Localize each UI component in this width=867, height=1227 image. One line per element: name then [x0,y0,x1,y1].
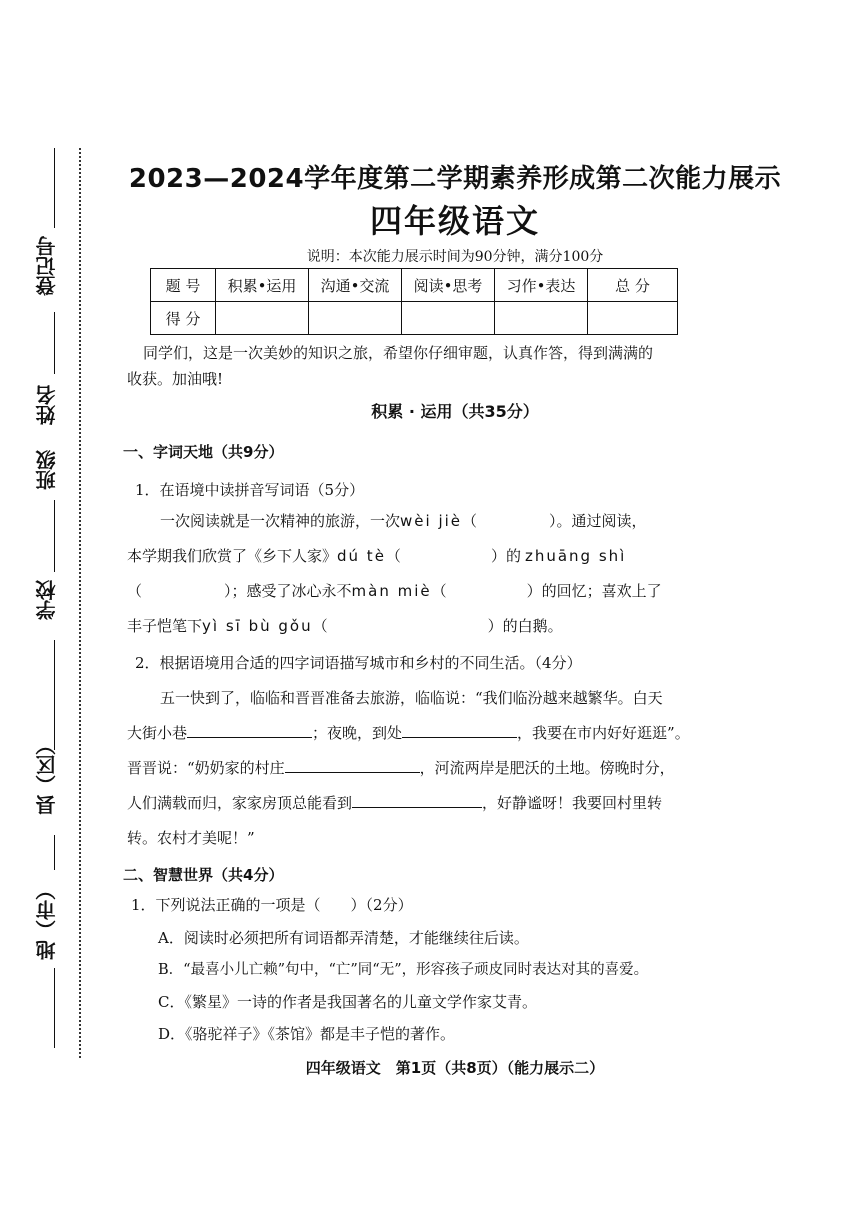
answer-blank[interactable] [352,791,482,808]
pinyin-prompt: zhuāng shì [524,547,627,565]
part1-q2-title: 2．根据语境用合适的四字词语描写城市和乡村的不同生活。（4分） [135,654,582,672]
part2-q1-title: 1．下列说法正确的一项是（ ）（2分） [131,896,413,914]
intro-line-2: 收获。加油哦! [127,370,224,388]
score-cell[interactable] [588,302,678,335]
q1-text: ）的回忆；喜欢上了 [526,582,662,600]
q1-line-3 [127,576,662,606]
q1-text: ）的 [490,547,521,565]
q1-text: （ [127,582,143,600]
answer-blank[interactable] [285,756,420,773]
exam-note: 说明：本次能力展示时间为90分钟，满分100分 [306,249,604,265]
q1-line-2 [127,541,626,571]
answer-blank[interactable] [187,721,312,738]
option-c[interactable]: C．《繁星》一诗的作者是我国著名的儿童文学作家艾青。 [158,993,537,1011]
q2-line-5: 转。农村才美呢！” [127,829,255,847]
q1-text: ）；感受了冰心永不 [224,582,352,600]
score-table-header: 沟通•交流 [309,269,402,302]
score-table-header: 总 分 [588,269,678,302]
q1-text: 本学期我们欣赏了《乡下人家》 [127,547,338,565]
city-label: 地（市） [35,880,59,960]
binding-line-4 [54,640,55,750]
q2-line-4 [127,788,662,818]
q1-text: （ [312,617,328,635]
class-label: 班级 [35,450,59,490]
pinyin-prompt: yì sī bù gǒu [202,617,313,635]
q2-text: ；夜晚，到处 [312,724,403,742]
binding-line-2 [54,312,55,374]
score-table-header: 积累•运用 [216,269,309,302]
binding-line-6 [54,968,55,1048]
intro-paragraph [127,340,707,392]
q2-text: ，我要在市内好好逛逛”。 [517,724,690,742]
pinyin-prompt: wèi jiè [400,512,463,530]
q2-line-2 [127,718,690,748]
pinyin-prompt: dú tè [337,547,386,565]
answer-blank[interactable] [402,721,517,738]
part2-heading: 二、智慧世界（共4分） [123,866,284,884]
q1-text: ）的白鹅。 [487,617,563,635]
binding-line-5 [54,835,55,870]
q2-text: ，河流两岸是肥沃的土地。傍晚时分， [419,759,675,777]
binding-line-1 [54,148,55,228]
q1-line-1 [160,506,647,536]
score-table-header: 习作•表达 [495,269,588,302]
registration-number-label: 登记号 [35,236,59,296]
score-table-header: 阅读•思考 [402,269,495,302]
page-footer: 四年级语文 第1页（共8页）（能力展示二） [305,1059,605,1077]
section-heading-accumulation: 积累 · 运用（共35分） [371,402,539,421]
q2-line-1: 五一快到了，临临和晋晋准备去旅游，临临说：“我们临汾越来越繁华。白天 [160,689,663,707]
option-d[interactable]: D．《骆驼祥子》《茶馆》都是丰子恺的著作。 [158,1025,456,1043]
q2-text: 人们满载而归，家家房顶总能看到 [127,794,353,812]
score-cell[interactable] [309,302,402,335]
q1-text: （ [462,512,478,530]
q1-text: 丰子恺笔下 [127,617,203,635]
intro-line-1: 同学们，这是一次美妙的知识之旅，希望你仔细审题，认真作答，得到满满的 [143,344,654,362]
option-b[interactable]: B．“最喜小儿亡赖”句中，“亡”同“无”，形容孩子顽皮同时表达对其的喜爱。 [158,962,649,978]
part1-heading: 一、字词天地（共9分） [123,443,284,461]
q1-text: 一次阅读就是一次精神的旅游，一次 [160,512,401,530]
binding-line-3 [54,500,55,572]
school-label: 学校 [35,580,59,620]
score-table-score-row [151,302,678,335]
score-cell[interactable] [216,302,309,335]
name-label: 姓名 [35,385,59,425]
score-row-label: 得 分 [151,302,216,335]
score-cell[interactable] [402,302,495,335]
score-cell[interactable] [495,302,588,335]
subject-title: 四年级语文 [369,202,540,240]
q2-text: ，好静谧呀！我要回村里转 [482,794,663,812]
option-a[interactable]: A．阅读时必须把所有词语都弄清楚，才能继续往后读。 [158,929,529,947]
q1-text: ）。通过阅读， [549,512,647,530]
pinyin-prompt: màn miè [351,582,432,600]
q2-line-3 [127,753,675,783]
binding-dotted-line [79,148,81,1058]
score-table-header-row [151,269,678,302]
q1-text: （ [431,582,447,600]
score-table [150,268,678,335]
county-label: 县（区） [35,735,59,815]
q1-text: （ [385,547,401,565]
q2-text: 大街小巷 [127,724,188,742]
q2-text: 晋晋说：“奶奶家的村庄 [127,759,285,777]
part1-q1-title: 1．在语境中读拼音写词语（5分） [135,481,365,499]
score-table-header: 题 号 [151,269,216,302]
q1-line-4 [127,611,563,641]
exam-title: 2023—2024学年度第二学期素养形成第二次能力展示 [128,164,782,194]
